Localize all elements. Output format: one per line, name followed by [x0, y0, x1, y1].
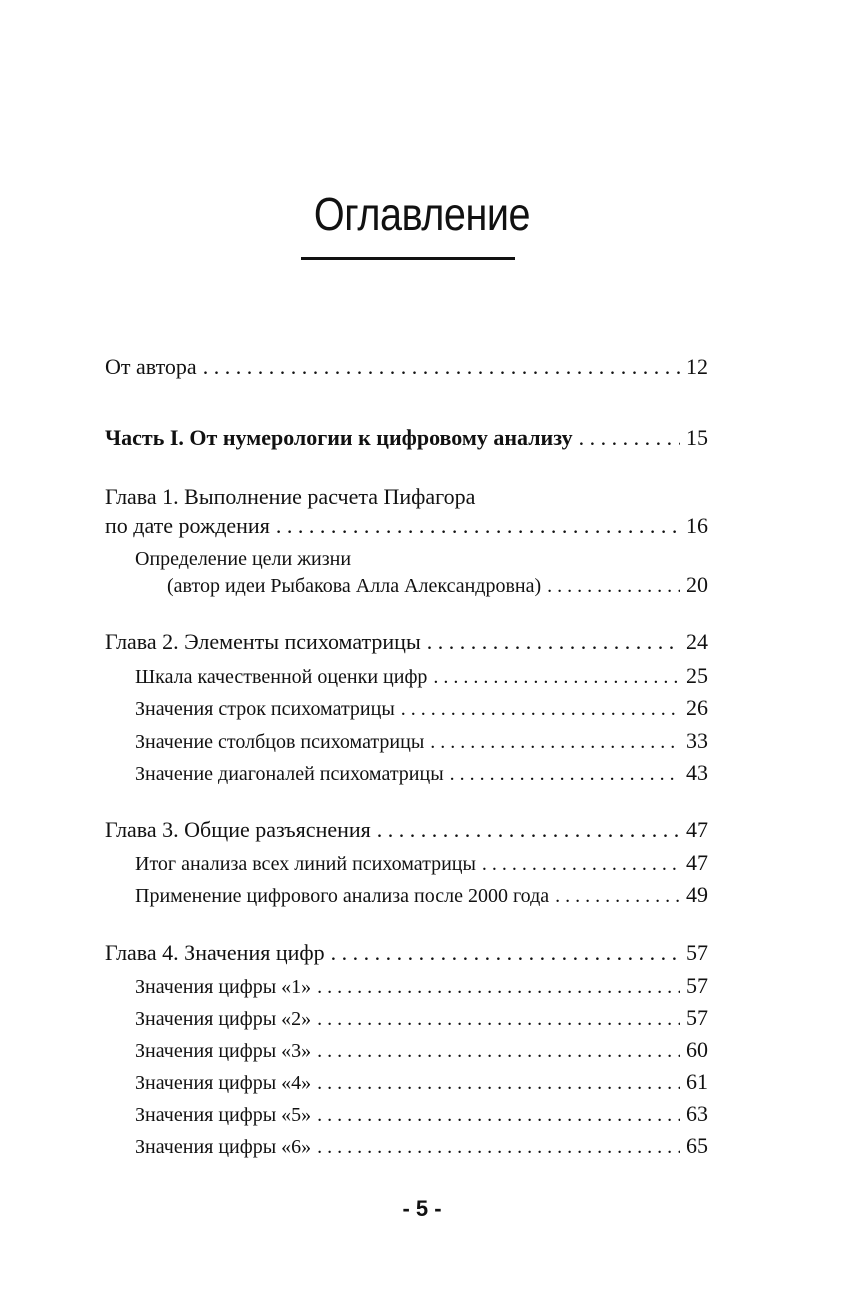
toc-entry-page: 65 — [686, 1133, 708, 1158]
dot-leader — [317, 1136, 680, 1159]
toc-entry-chapter-1-line1[interactable]: Глава 1. Выполнение расчета Пифагора — [105, 484, 476, 509]
dot-leader — [317, 1008, 680, 1031]
toc-entry-label: Значения цифры «6» — [135, 1136, 312, 1158]
dot-leader — [331, 940, 680, 966]
dot-leader — [547, 575, 680, 598]
toc-entry-page: 16 — [686, 513, 708, 538]
toc-entry-author[interactable] — [105, 354, 708, 380]
toc-entry-chapter-4[interactable] — [105, 940, 708, 966]
toc-entry-digit-3[interactable] — [135, 1037, 708, 1063]
toc-entry-page: 61 — [686, 1069, 708, 1094]
dot-leader — [433, 666, 680, 689]
toc-entry-digit-2[interactable] — [135, 1005, 708, 1031]
toc-entry-part-1[interactable] — [105, 425, 708, 451]
toc-entry-label: Значения цифры «1» — [135, 976, 312, 998]
dot-leader — [203, 354, 680, 380]
toc-entry-columns[interactable] — [135, 728, 708, 754]
toc-entry-diagonals[interactable] — [135, 760, 708, 786]
toc-entry-label: (автор идеи Рыбакова Алла Александровна) — [167, 575, 542, 597]
dot-leader — [579, 425, 680, 451]
toc-entry-page: 57 — [686, 1005, 708, 1030]
toc-entry-label: Глава 3. Общие разъяснения — [105, 817, 371, 842]
toc-entry-page: 24 — [686, 629, 708, 654]
toc-entry-digit-4[interactable] — [135, 1069, 708, 1095]
toc-entry-label: Значения цифры «4» — [135, 1072, 312, 1094]
toc-entry-scale[interactable] — [135, 663, 708, 689]
dot-leader — [430, 731, 680, 754]
dot-leader — [482, 853, 680, 876]
toc-entry-label: Значения цифры «2» — [135, 1008, 312, 1030]
toc-entry-page: 43 — [686, 760, 708, 785]
toc-entry-digit-5[interactable] — [135, 1101, 708, 1127]
toc-entry-page: 26 — [686, 695, 708, 720]
toc-entry-life-goal[interactable] — [167, 572, 708, 598]
toc-entry-label: Применение цифрового анализа после 2000 года — [135, 885, 550, 907]
dot-leader — [450, 763, 680, 786]
toc-entry-label: Значение диагоналей психоматрицы — [135, 763, 444, 785]
toc-entry-label: Шкала качественной оценки цифр — [135, 666, 428, 688]
toc-entry-label: Значения цифры «5» — [135, 1104, 312, 1126]
toc-entry-label: Глава 2. Элементы психоматрицы — [105, 629, 421, 654]
toc-entry-label: Значение столбцов психоматрицы — [135, 731, 425, 753]
title-underline — [301, 257, 515, 260]
toc-entry-page: 47 — [686, 850, 708, 875]
dot-leader — [317, 1104, 680, 1127]
toc-entry-digit-6[interactable] — [135, 1133, 708, 1159]
toc-entry-label: Значения строк психоматрицы — [135, 698, 395, 720]
page-title: Оглавление — [313, 188, 531, 240]
dot-leader — [555, 885, 680, 908]
toc-entry-chapter-2[interactable] — [105, 629, 708, 655]
toc-entry-chapter-1[interactable] — [105, 513, 708, 539]
toc-entry-page: 33 — [686, 728, 708, 753]
dot-leader — [317, 1072, 680, 1095]
toc-entry-page: 20 — [686, 572, 708, 597]
toc-entry-label: Часть I. От нумерологии к цифровому анализу — [105, 425, 573, 450]
dot-leader — [427, 629, 680, 655]
dot-leader — [377, 817, 680, 843]
toc-entry-label: Глава 4. Значения цифр — [105, 940, 325, 965]
toc-entry-label: Значения цифры «3» — [135, 1040, 312, 1062]
dot-leader — [317, 1040, 680, 1063]
toc-entry-rows[interactable] — [135, 695, 708, 721]
dot-leader — [317, 976, 680, 999]
toc-entry-digit-1[interactable] — [135, 973, 708, 999]
toc-entry-page: 12 — [686, 354, 708, 379]
toc-entry-page: 57 — [686, 940, 708, 965]
toc-entry-summary[interactable] — [135, 850, 708, 876]
dot-leader — [401, 698, 680, 721]
page-number: - 5 - — [402, 1196, 442, 1221]
toc-entry-page: 47 — [686, 817, 708, 842]
toc-entry-page: 60 — [686, 1037, 708, 1062]
toc-entry-life-goal-line1[interactable]: Определение цели жизни — [135, 548, 352, 570]
toc-entry-page: 15 — [686, 425, 708, 450]
toc-entry-page: 49 — [686, 882, 708, 907]
toc-entry-label: Итог анализа всех линий психоматрицы — [135, 853, 476, 875]
dot-leader — [276, 513, 680, 539]
toc-entry-after-2000[interactable] — [135, 882, 708, 908]
toc-entry-page: 63 — [686, 1101, 708, 1126]
toc-entry-label: по дате рождения — [105, 513, 270, 538]
toc-entry-chapter-3[interactable] — [105, 817, 708, 843]
toc-entry-label: От автора — [105, 354, 197, 379]
toc-entry-page: 25 — [686, 663, 708, 688]
toc-entry-page: 57 — [686, 973, 708, 998]
